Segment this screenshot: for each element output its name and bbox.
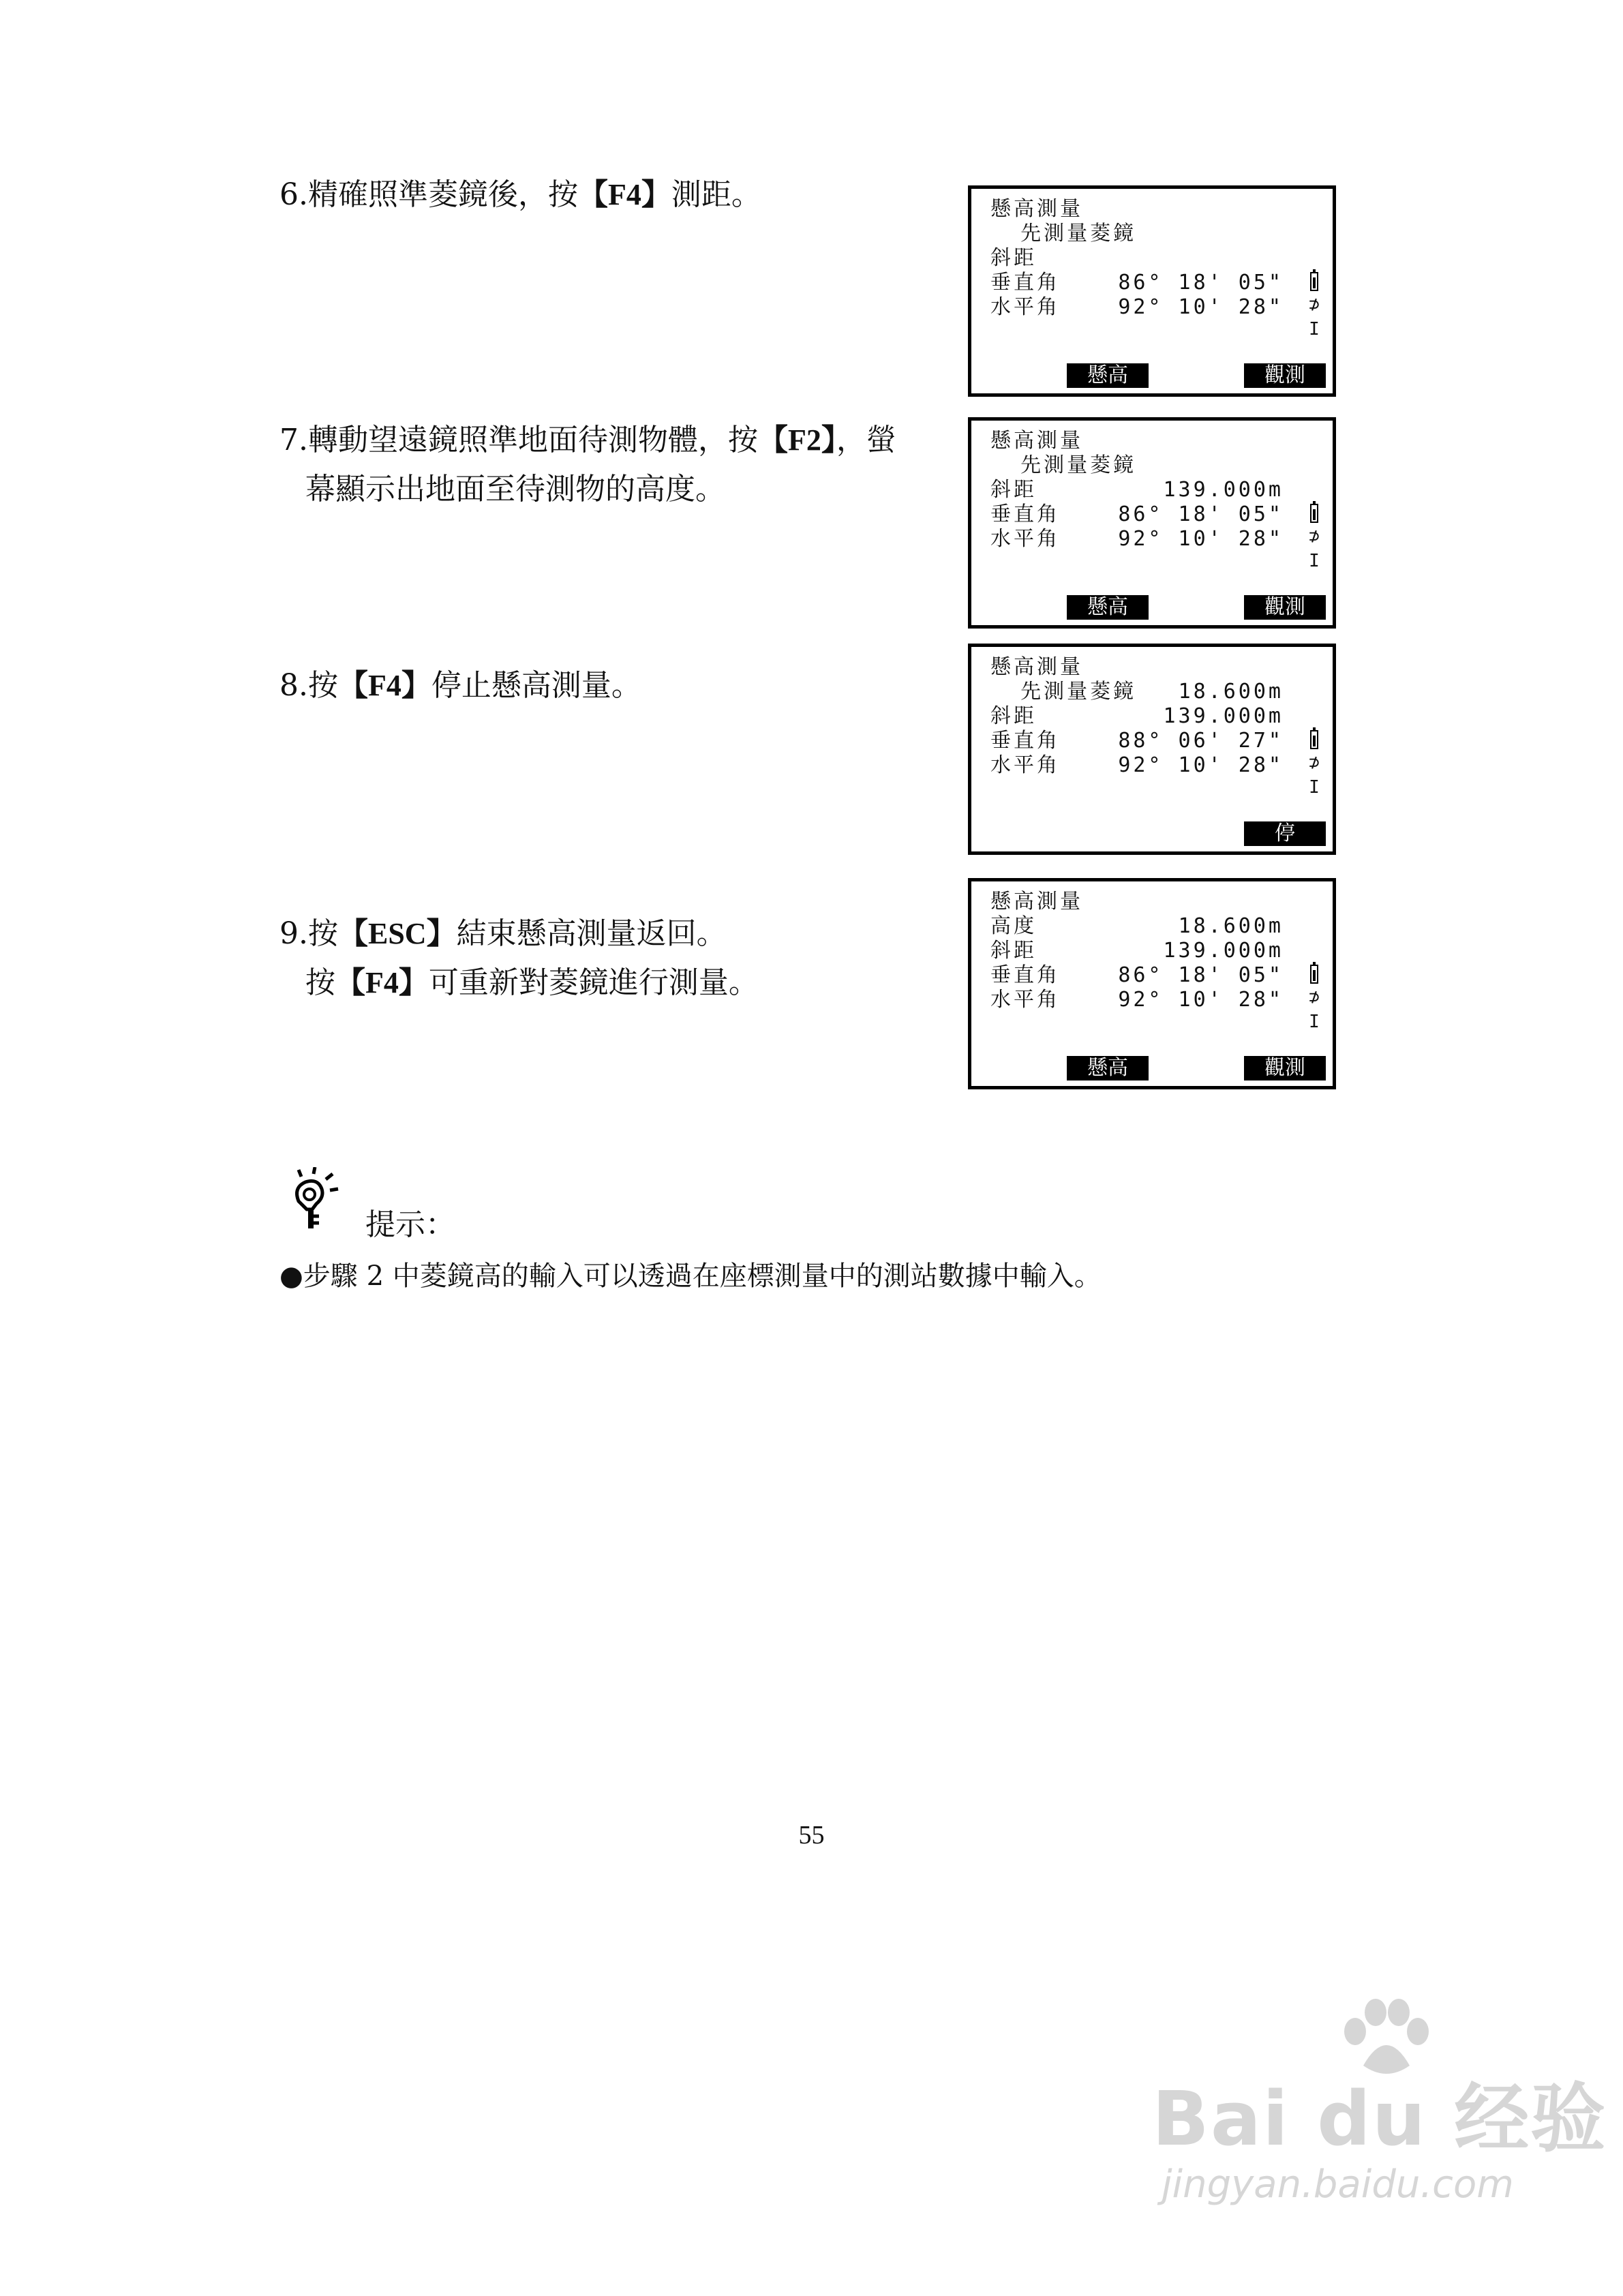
lcd-row [990, 914, 1284, 939]
prism-target-icon: ⊅ [1309, 294, 1320, 315]
lcd-status-char: I [1309, 319, 1320, 339]
step-number: 6. [279, 177, 308, 212]
prism-target-icon: ⊅ [1309, 753, 1320, 773]
lcd-row [990, 246, 1284, 271]
lcd-row-value: 92° 10' 28" [1118, 527, 1284, 551]
lcd-status-char: I [1309, 777, 1320, 798]
page-number: 55 [798, 1821, 825, 1849]
lcd-row [990, 988, 1284, 1012]
lcd-text [990, 890, 1284, 1012]
step-line [279, 909, 759, 958]
battery-icon [1310, 272, 1318, 291]
lcd-row-label: 先測量菱鏡 [990, 453, 1137, 477]
lcd-row [990, 704, 1284, 729]
step-text: 可重新對菱鏡進行測量。 [428, 965, 759, 1000]
lcd-row-label: 垂直角 [990, 963, 1060, 987]
softkey-f4[interactable]: 停 [1244, 821, 1326, 846]
lcd-row-label: 垂直角 [990, 729, 1060, 753]
lcd-row-label: 垂直角 [990, 271, 1060, 294]
lcd-text [990, 197, 1284, 320]
step-line [279, 661, 641, 710]
lcd-row-value: 139.000m [1163, 478, 1284, 502]
lcd-row-value: 92° 10' 28" [1118, 988, 1284, 1012]
lcd-row [990, 655, 1284, 680]
softkey-f4[interactable]: 觀測 [1244, 363, 1326, 388]
key-label: 【F4】 [577, 178, 671, 211]
lcd-screen-2 [968, 417, 1336, 629]
lcd-row [990, 271, 1284, 295]
lcd-row [990, 197, 1284, 222]
softkey-f4[interactable]: 觀測 [1244, 595, 1326, 620]
lcd-status-char: I [1309, 1012, 1320, 1032]
step-text: 按 [305, 965, 335, 1000]
lcd-row-value: 139.000m [1163, 939, 1284, 963]
lcd-status [1307, 501, 1322, 573]
baidu-watermark [1152, 2059, 1607, 2207]
lcd-row-label: 水平角 [990, 988, 1060, 1012]
step-text: 測距。 [671, 177, 761, 212]
key-label: 【F4】 [335, 966, 429, 999]
tip-bullet: ●步驟 2 中菱鏡高的輸入可以透過在座標測量中的測站數據中輸入。 [279, 1260, 1102, 1292]
softkey-f4[interactable]: 觀測 [1244, 1056, 1326, 1081]
lcd-status [1307, 962, 1322, 1034]
battery-icon [1310, 504, 1318, 523]
step-9 [279, 909, 759, 1008]
paw-logo-icon [1336, 1997, 1431, 2079]
lcd-row-value: 86° 18' 05" [1118, 502, 1284, 526]
softkey-f2[interactable]: 懸高 [1067, 1056, 1149, 1081]
lcd-status [1307, 727, 1322, 800]
watermark-brand: Bai du 经验 [1152, 2075, 1607, 2162]
step-text: 按 [307, 916, 338, 951]
lcd-row-value: 88° 06' 27" [1118, 729, 1284, 753]
lcd-screen-3 [968, 644, 1336, 855]
lcd-row [990, 729, 1284, 753]
step-number: 9. [279, 916, 308, 951]
tip-label: 提示： [365, 1207, 455, 1242]
lcd-row-label: 水平角 [990, 527, 1060, 551]
lcd-status-char: I [1309, 551, 1320, 571]
lcd-row-label: 水平角 [990, 753, 1060, 777]
lcd-row-label: 斜距 [990, 246, 1037, 270]
lcd-row-label: 高度 [990, 914, 1037, 938]
key-label: 【ESC】 [337, 917, 457, 950]
battery-icon [1310, 730, 1318, 749]
step-line-2: 幕顯示出地面至待測物的高度。 [305, 472, 725, 507]
lcd-text [990, 429, 1284, 552]
lcd-row-value: 92° 10' 28" [1118, 753, 1284, 777]
lcd-row-label: 懸高測量 [990, 429, 1083, 453]
step-7 [279, 416, 896, 514]
softkey-f2[interactable]: 懸高 [1067, 363, 1149, 388]
lcd-row-label: 懸高測量 [990, 655, 1083, 679]
step-line [279, 416, 896, 465]
prism-target-icon: ⊅ [1309, 526, 1320, 547]
lcd-row-value: 139.000m [1163, 704, 1284, 728]
step-text: 停止懸高測量。 [431, 668, 641, 703]
key-label: 【F2】 [757, 423, 836, 457]
step-text: 結束懸高測量返回。 [456, 916, 727, 951]
lcd-row [990, 753, 1284, 778]
lcd-screen-4 [968, 878, 1336, 1089]
lcd-row-value: 18.600m [1178, 680, 1284, 704]
step-text: 按 [307, 668, 338, 703]
lcd-row [990, 963, 1284, 988]
lcd-row-label: 先測量菱鏡 [990, 680, 1137, 704]
lcd-row-label: 斜距 [990, 478, 1037, 502]
step-text: 轉動望遠鏡照準地面待測物體，按 [307, 423, 758, 457]
lcd-status [1307, 269, 1322, 342]
lcd-row [990, 939, 1284, 963]
lcd-row-label: 水平角 [990, 295, 1060, 319]
lcd-text [990, 655, 1284, 778]
softkey-f2[interactable]: 懸高 [1067, 595, 1149, 620]
lcd-row [990, 502, 1284, 527]
step-number: 7. [279, 423, 308, 457]
lcd-row [990, 295, 1284, 320]
step-text: ，螢 [836, 423, 896, 457]
lcd-row-label: 先測量菱鏡 [990, 222, 1137, 245]
lcd-row [990, 453, 1284, 478]
lcd-row [990, 680, 1284, 704]
lcd-row-value: 18.600m [1178, 914, 1284, 938]
lcd-row [990, 222, 1284, 246]
lcd-row-value: 86° 18' 05" [1118, 963, 1284, 987]
lcd-row [990, 429, 1284, 453]
step-text: 精確照準菱鏡後，按 [307, 177, 578, 212]
step-8 [279, 661, 641, 710]
step-6 [279, 170, 761, 220]
prism-target-icon: ⊅ [1309, 987, 1320, 1008]
step-line [279, 170, 761, 220]
lcd-row-label: 垂直角 [990, 502, 1060, 526]
lcd-row [990, 527, 1284, 552]
lightbulb-tip-icon [278, 1167, 346, 1235]
lcd-row-label: 懸高測量 [990, 890, 1083, 913]
lcd-row [990, 890, 1284, 914]
key-label: 【F4】 [337, 669, 431, 702]
lcd-screen-1 [968, 185, 1336, 397]
lcd-row-value: 86° 18' 05" [1118, 271, 1284, 294]
watermark-url: jingyan.baidu.com [1162, 2162, 1514, 2207]
lcd-row-label: 斜距 [990, 704, 1037, 728]
lcd-row-value: 92° 10' 28" [1118, 295, 1284, 319]
battery-icon [1310, 965, 1318, 984]
lcd-row [990, 478, 1284, 502]
lcd-row-label: 斜距 [990, 939, 1037, 963]
step-number: 8. [279, 668, 308, 703]
step-line-2 [279, 958, 759, 1008]
lcd-row-label: 懸高測量 [990, 197, 1083, 221]
